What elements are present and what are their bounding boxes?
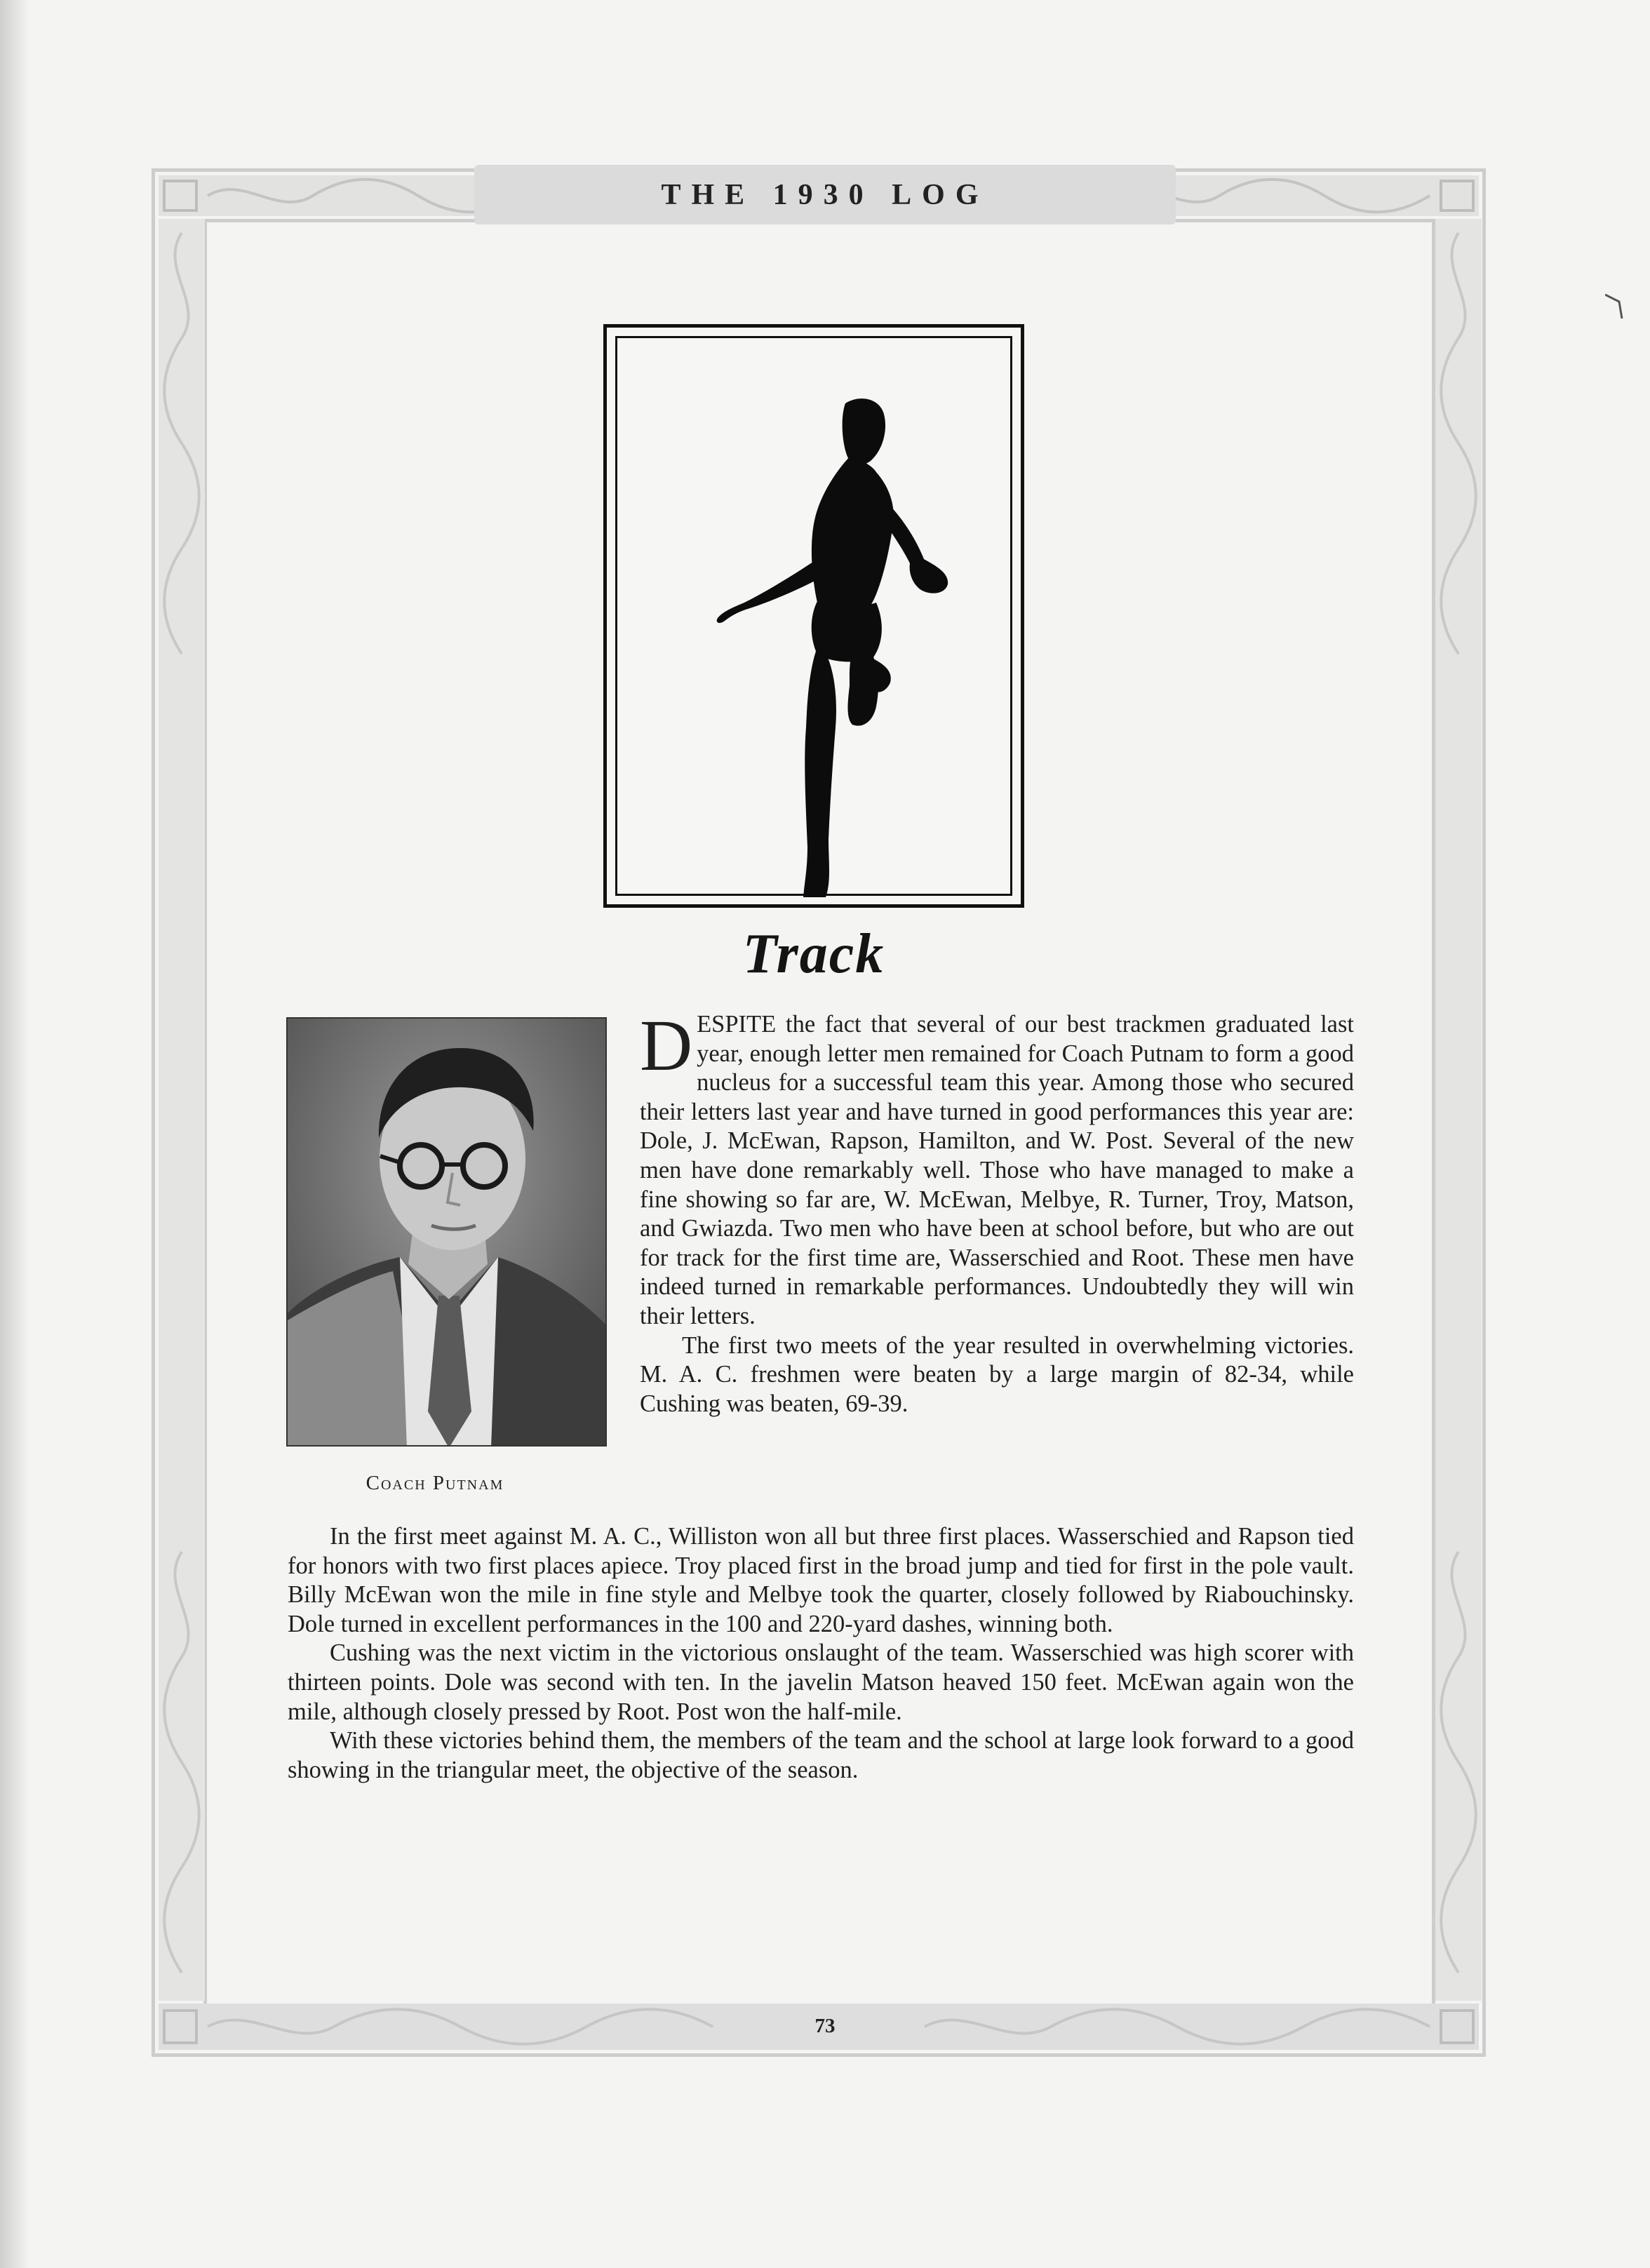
ornament-band-right: [1435, 219, 1482, 2001]
drop-cap: D: [640, 1005, 693, 1086]
paragraph-1-text: ESPITE the fact that several of our best trackmen graduated last year, enough letter men remained for Coach Putnam to form a good nucleus for a successful team this year. Among those who secured their letters last year and have turned in good performances this year are: Dole, J. McEwan, Rapson, Hamilton, and W. Post. Several of the new men have done remarkably well. Those who have managed to make a fine showing so far are, W. McEwan, Melbye, R. Turner, Troy, Matson, and Gwiazda. Two men who have been at school before, but who are out for track for the first time are, Wasserschied and Root. These men have indeed turned in remarkable performances. Undoubtedly they will win their letters.: [640, 1011, 1354, 1329]
scan-artifact-mark: [1605, 292, 1623, 320]
paragraph-2: The first two meets of the year resulted in overwhelming victories. M. A. C. freshmen were beaten by a large margin of 82-34, while Cushing was beaten, 69-39.: [640, 1331, 1354, 1417]
paragraph-5: With these victories behind them, the members of the team and the school at large look forward to a good showing in the triangular meet, the objective of the season.: [288, 1727, 1354, 1783]
scan-gutter-shadow: [0, 0, 29, 2268]
paragraph-1: [640, 1005, 1354, 1331]
article-column-bottom: [288, 1522, 1354, 1785]
page-number: 73: [814, 2015, 836, 2037]
section-title: Track: [742, 923, 885, 985]
coach-portrait-photo: [286, 1017, 607, 1447]
paragraph-3: In the first meet against M. A. C., Williston won all but three first places. Wasserschied and Rapson tied for honors with two first places apiece. Troy placed first in the broad jump and tied for first in the pole vault. Billy McEwan won the mile in fine style and Melbye took the quarter, closely followed by Riabouchinsky. Dole turned in excellent performances in the 100 and 220-yard dashes, winning both.: [288, 1523, 1354, 1637]
paragraph-4: Cushing was the next victim in the victorious onslaught of the team. Wasserschied was high scorer with thirteen points. Dole was second with ten. In the javelin Matson heaved 150 feet. McEwan again won the mile, although closely pressed by Root. Post won the half-mile.: [288, 1639, 1354, 1725]
photo-caption: Coach Putnam: [365, 1472, 504, 1494]
article-column-top: [640, 1005, 1354, 1418]
runner-illustration: [603, 324, 1024, 908]
runner-silhouette-icon: [607, 328, 1028, 911]
ornament-band-left: [159, 219, 205, 2001]
portrait-image: [288, 1019, 607, 1447]
running-head: THE 1930 LOG: [474, 165, 1176, 224]
